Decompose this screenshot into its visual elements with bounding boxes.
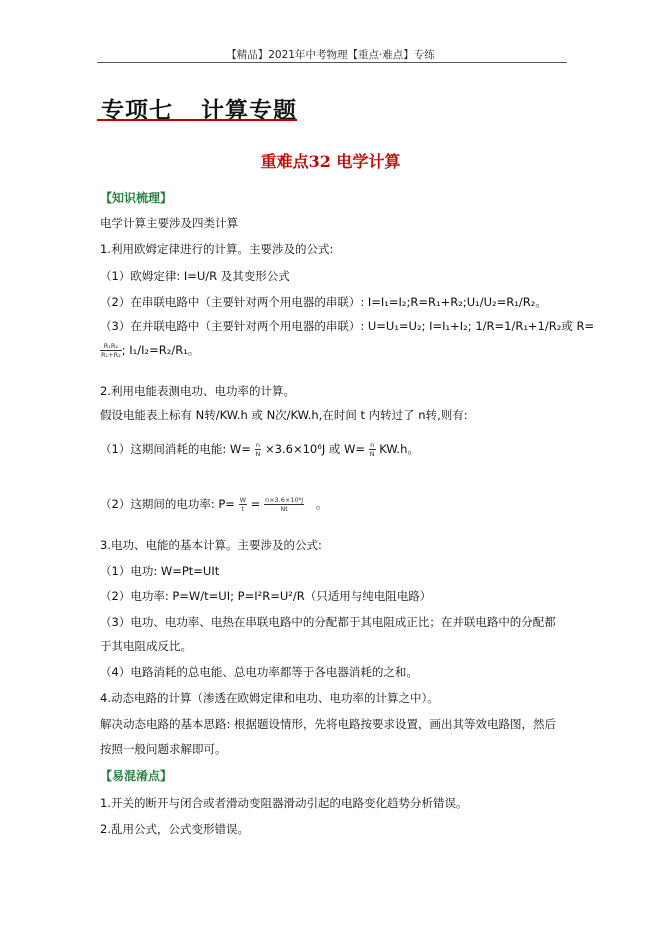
point2-intro: 假设电能表上标有 N转/KW.h 或 N次/KW.h,在时间 t 内转过了 n转,则有: <box>100 408 468 422</box>
point2-item2-text: （2）这期间的电功率: P= <box>100 497 235 511</box>
point3-item3-line1: （3）电功、电功率、电热在串联电路中的分配都于其电阻成正比；在并联电路中的分配都 <box>100 615 556 629</box>
point1-item2: （2）在串联电路中（主要针对两个用电器的串联）: I=I₁=I₂;R=R₁+R₂;U₁/U₂=R₁/R₂。 <box>100 295 547 309</box>
point2-item2-end: 。 <box>315 497 328 511</box>
point3-item3-line2: 于其电阻成反比。 <box>100 639 192 653</box>
point3-title: 3.电功、电能的基本计算。主要涉及的公式: <box>100 538 322 552</box>
point4-line2: 按照一般问题求解即可。 <box>100 742 227 756</box>
fraction-denominator: Nt <box>280 505 288 513</box>
point1-item1: （1）欧姆定律: I=U/R 及其变形公式 <box>100 269 290 283</box>
point4-line1: 解决动态电路的基本思路: 根据题设情形，先将电路按要求设置，画出其等效电路图，然后 <box>100 717 557 731</box>
fraction-denominator: N <box>255 450 261 458</box>
equals-sign: = <box>250 497 261 511</box>
point2-item1-middle: ×3.6×10⁶J 或 W= <box>265 442 366 456</box>
fraction-numerator: n <box>255 441 261 449</box>
point4-title: 4.动态电路的计算（渗透在欧姆定律和电功、电功率的计算之中）。 <box>100 691 439 705</box>
point2-item1-text: （1）这期间消耗的电能: W= <box>100 442 251 456</box>
special-title-number: 专项七 <box>101 97 173 124</box>
title-rule <box>97 119 297 121</box>
confusion-item1: 1.开关的断开与闭合或者滑动变阻器滑动引起的电路变化趋势分析错误。 <box>100 796 468 810</box>
fraction-numerator: n×3.6×10⁶J <box>264 496 304 504</box>
energy-fraction-1 <box>255 441 262 458</box>
point1-item3-continued <box>100 342 199 359</box>
section-knowledge-heading: 【知识梳理】 <box>100 191 173 205</box>
point2-title: 2.利用电能表测电功、电功率的计算。 <box>100 384 295 398</box>
confusion-item2: 2.乱用公式，公式变形错误。 <box>100 822 249 836</box>
header-rule <box>97 62 567 63</box>
point3-item4: （4）电路消耗的总电能、总电功率都等于各电器消耗的之和。 <box>100 665 418 679</box>
power-fraction-1 <box>239 496 247 513</box>
point2-item1 <box>100 441 419 458</box>
sub-title: 重难点32 电学计算 <box>260 152 401 171</box>
fraction-denominator: t <box>241 505 245 513</box>
point3-item2: （2）电功率: P=W/t=UI; P=I²R=U²/R（只适用与纯电阻电路） <box>100 589 432 603</box>
point1-title: 1.利用欧姆定律进行的计算。主要涉及的公式: <box>100 242 334 256</box>
section-intro: 电学计算主要涉及四类计算 <box>100 216 238 230</box>
point1-item3-tail: ; I₁/I₂=R₂/R₁。 <box>121 343 200 357</box>
fraction-denominator: N <box>369 450 375 458</box>
point2-item2 <box>100 496 327 513</box>
power-fraction-2 <box>264 496 304 513</box>
point1-item3: （3）在并联电路中（主要针对两个用电器的串联）: U=U₁=U₂; I=I₁+I₂; 1/R=1/R₁+1/R₂或 R= <box>100 319 595 333</box>
point3-item1: （1）电功: W=Pt=UIt <box>100 564 220 578</box>
page-header: 【精品】2021年中考物理【重点·难点】专练 <box>226 49 435 61</box>
special-title-topic: 计算专题 <box>201 97 297 124</box>
section-confusion-heading: 【易混淆点】 <box>100 769 173 783</box>
energy-fraction-2 <box>369 441 376 458</box>
point2-item1-unit: KW.h。 <box>379 442 419 456</box>
fraction-numerator: n <box>370 441 375 449</box>
fraction-numerator: W <box>239 496 247 504</box>
fraction-denominator: R₁+R₂ <box>101 351 121 359</box>
fraction-numerator: R₁R₂ <box>100 342 122 351</box>
parallel-resistance-fraction <box>100 342 122 359</box>
